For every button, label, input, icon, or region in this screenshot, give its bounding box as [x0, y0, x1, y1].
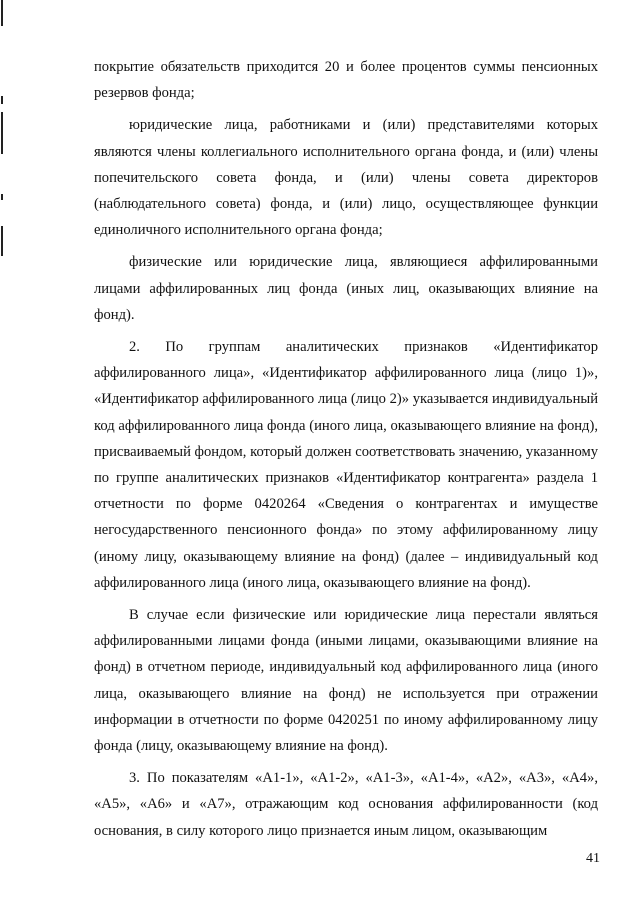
scan-edge-mark — [1, 0, 3, 26]
page-number: 41 — [586, 851, 600, 866]
paragraph-legal-entities: юридические лица, работниками и (или) представителями которых являются члены коллегиального исполнительного органа фонда, и (или) члены попечительского совета фонда, и (или) члены совета директоров (наблюдательного совета) фонда, и (или) лицо, осуществляющее функции единоличного исполнительного органа фонда; — [94, 117, 598, 239]
paragraph-continuation: покрытие обязательств приходится 20 и более процентов суммы пенсионных резервов фонда; — [94, 59, 598, 102]
scan-edge-mark — [1, 194, 3, 200]
scan-edge-mark — [1, 112, 3, 154]
document-body — [94, 54, 598, 850]
scan-edge-mark — [1, 96, 3, 104]
paragraph-affiliated-persons: физические или юридические лица, являющиеся аффилированными лицами аффилированных лиц фонда (иных лиц, оказывающих влияние на фонд). — [94, 254, 598, 323]
paragraph-item-2: 2. По группам аналитических признаков «Идентификатор аффилированного лица», «Идентификатор аффилированного лица (лицо 1)», «Идентификатор аффилированного лица (лицо 2)» указывается индивидуальный код аффилированного лица фонда (иного лица, оказывающего влияние на фонд), присваиваемый фондом, который должен соответствовать значению, указанному по группе аналитических признаков «Идентификатор контрагента» раздела 1 отчетности по форме 0420264 «Сведения о контрагентах и имуществе негосударственного пенсионного фонда» по этому аффилированному лицу (иному лицу, оказывающему влияние на фонд) (далее – индивидуальный код аффилированного лица (иного лица, оказывающего влияние на фонд). — [94, 339, 599, 591]
scan-edge-mark — [1, 226, 3, 256]
paragraph-case-stopped: В случае если физические или юридические лица перестали являться аффилированными лицами фонда (иными лицами, оказывающими влияние на фонд) в отчетном периоде, индивидуальный код аффилированного лица (иного лица, оказывающего влияние на фонд) не используется при отражении информации в отчетности по форме 0420251 по иному аффилированному лицу фонда (лицу, оказывающему влияние на фонд). — [94, 607, 598, 755]
paragraph-item-3: 3. По показателям «А1-1», «А1-2», «А1-3», «А1-4», «А2», «А3», «А4», «А5», «А6» и «А7», отражающим код основания аффилированности (код основания, в силу которого лицо признается иным лицом, оказывающим — [94, 770, 598, 839]
